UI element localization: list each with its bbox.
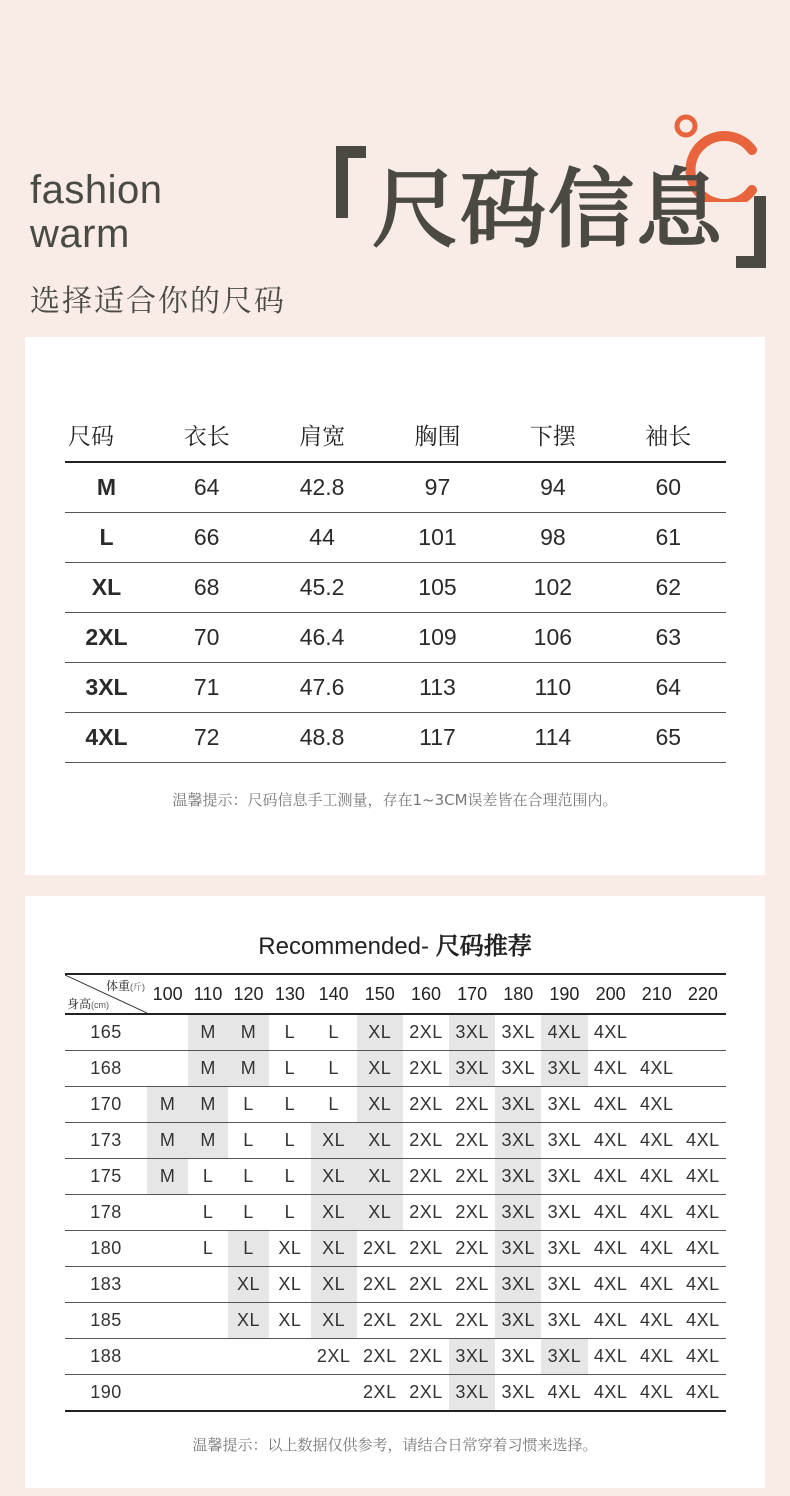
size-cell: 4XL bbox=[634, 1123, 680, 1159]
size-cell: M bbox=[147, 1159, 188, 1195]
size-cell: L bbox=[228, 1195, 269, 1231]
measure-cell: 64 bbox=[611, 663, 726, 713]
size-cell bbox=[228, 1375, 269, 1412]
size-cell bbox=[147, 1231, 188, 1267]
size-cell: 4XL bbox=[588, 1303, 634, 1339]
size-cell: 2XL bbox=[403, 1303, 449, 1339]
size-cell: 2XL bbox=[449, 1159, 495, 1195]
size-cell: 2XL bbox=[363, 1382, 397, 1402]
size-cell: L bbox=[269, 1195, 310, 1231]
size-cell: L bbox=[311, 1014, 357, 1051]
weight-header: 100 bbox=[147, 974, 188, 1014]
table-row bbox=[65, 513, 726, 563]
size-cell: 4XL bbox=[634, 1267, 680, 1303]
header bbox=[0, 0, 790, 330]
size-cell: L bbox=[228, 1087, 269, 1123]
size-cell: 2XL bbox=[311, 1339, 357, 1375]
size-cell: 3XL bbox=[541, 1267, 587, 1303]
size-cell: 4XL bbox=[680, 1303, 726, 1339]
size-cell: XL bbox=[357, 1087, 403, 1123]
size-cell: 3XL bbox=[449, 1339, 495, 1375]
size-cell bbox=[147, 1014, 188, 1051]
weight-header: 150 bbox=[357, 974, 403, 1014]
measure-cell: 109 bbox=[380, 613, 495, 663]
size-cell: XL bbox=[228, 1303, 269, 1339]
corner-height-label: 身高(cm) bbox=[67, 997, 110, 1011]
column-header: 下摆 bbox=[495, 407, 610, 462]
measure-cell: 60 bbox=[611, 462, 726, 513]
size-cell: XL bbox=[311, 1267, 357, 1303]
measure-cell: 98 bbox=[495, 513, 610, 563]
size-cell: L bbox=[311, 1051, 357, 1087]
size-cell: L bbox=[269, 1123, 310, 1159]
size-cell: L bbox=[269, 1087, 310, 1123]
size-cell: 3XL bbox=[495, 1339, 541, 1375]
table-row bbox=[65, 1375, 726, 1412]
height-cell: 165 bbox=[65, 1014, 147, 1051]
size-cell: 3XL bbox=[449, 1051, 495, 1087]
size-cell bbox=[188, 1267, 228, 1303]
size-cell: 4XL bbox=[634, 1051, 680, 1087]
measure-cell: 44 bbox=[264, 513, 379, 563]
size-cell: XL bbox=[357, 1123, 403, 1159]
weight-header: 190 bbox=[541, 974, 587, 1014]
column-header: 肩宽 bbox=[264, 407, 379, 462]
measure-cell: 64 bbox=[149, 462, 264, 513]
measure-cell: 102 bbox=[495, 563, 610, 613]
size-cell: XL bbox=[357, 1014, 403, 1051]
measure-cell: 70 bbox=[149, 613, 264, 663]
page-subtitle: 选择适合你的尺码 bbox=[30, 284, 286, 319]
size-cell bbox=[269, 1339, 310, 1375]
measure-cell: 106 bbox=[495, 613, 610, 663]
size-cell: 2XL bbox=[403, 1051, 449, 1087]
size-cell: L bbox=[188, 1231, 228, 1267]
size-cell: M bbox=[228, 1051, 269, 1087]
size-cell: XL bbox=[357, 1051, 403, 1087]
size-cell: 2XL bbox=[449, 1123, 495, 1159]
column-header: 胸围 bbox=[380, 407, 495, 462]
weight-header: 170 bbox=[449, 974, 495, 1014]
size-cell: 3XL bbox=[495, 1123, 541, 1159]
table-row bbox=[65, 1231, 726, 1267]
size-cell bbox=[147, 1303, 188, 1339]
measure-cell: 66 bbox=[149, 513, 264, 563]
size-cell: 4XL bbox=[588, 1267, 634, 1303]
size-cell: 4XL bbox=[65, 713, 149, 763]
size-cell: 4XL bbox=[634, 1087, 680, 1123]
size-cell: 3XL bbox=[65, 663, 149, 713]
size-cell: 2XL bbox=[449, 1267, 495, 1303]
size-cell: 3XL bbox=[495, 1087, 541, 1123]
measure-cell: 117 bbox=[380, 713, 495, 763]
size-cell: XL bbox=[269, 1267, 310, 1303]
size-cell: 3XL bbox=[541, 1123, 587, 1159]
size-cell: 4XL bbox=[588, 1159, 634, 1195]
size-cell: M bbox=[188, 1087, 228, 1123]
size-cell: 4XL bbox=[686, 1382, 720, 1402]
size-cell: 4XL bbox=[588, 1231, 634, 1267]
measure-cell: 48.8 bbox=[264, 713, 379, 763]
weight-header: 110 bbox=[188, 974, 228, 1014]
weight-header: 220 bbox=[680, 974, 726, 1014]
measure-cell: 46.4 bbox=[264, 613, 379, 663]
size-cell: XL bbox=[357, 1195, 403, 1231]
size-info-card bbox=[25, 337, 765, 875]
size-cell: M bbox=[188, 1051, 228, 1087]
measure-cell: 110 bbox=[495, 663, 610, 713]
weight-header: 160 bbox=[403, 974, 449, 1014]
size-cell: 4XL bbox=[634, 1231, 680, 1267]
size-cell: 4XL bbox=[680, 1267, 726, 1303]
size-cell: 2XL bbox=[357, 1339, 403, 1375]
size-cell: 3XL bbox=[495, 1051, 541, 1087]
size-cell: 4XL bbox=[680, 1123, 726, 1159]
table-row bbox=[65, 563, 726, 613]
table-row bbox=[65, 1267, 726, 1303]
size-info-table bbox=[65, 407, 726, 763]
page-title: 尺码信息 bbox=[372, 160, 724, 260]
measure-cell: 61 bbox=[611, 513, 726, 563]
size-cell: XL bbox=[311, 1303, 357, 1339]
size-cell: 4XL bbox=[593, 1382, 628, 1402]
size-cell: 2XL bbox=[449, 1303, 495, 1339]
size-cell: 3XL bbox=[495, 1303, 541, 1339]
measure-cell: 94 bbox=[495, 462, 610, 513]
size-cell: 3XL bbox=[541, 1159, 587, 1195]
size-cell bbox=[147, 1195, 188, 1231]
table-row bbox=[65, 1087, 726, 1123]
size-cell: 2XL bbox=[449, 1087, 495, 1123]
measure-cell: 97 bbox=[380, 462, 495, 513]
recommend-title-en: Recommended- bbox=[258, 933, 436, 960]
recommend-table-header bbox=[65, 974, 726, 1014]
size-cell bbox=[228, 1339, 269, 1375]
measure-cell: 71 bbox=[149, 663, 264, 713]
weight-header: 200 bbox=[588, 974, 634, 1014]
size-cell: XL bbox=[357, 1159, 403, 1195]
size-cell: 2XL bbox=[449, 1195, 495, 1231]
corner-cell bbox=[65, 974, 147, 1014]
right-bracket bbox=[736, 196, 766, 268]
size-cell: 2XL bbox=[403, 1014, 449, 1051]
table-row bbox=[65, 613, 726, 663]
size-cell: L bbox=[269, 1014, 310, 1051]
table-row bbox=[65, 713, 726, 763]
size-cell: 4XL bbox=[547, 1382, 582, 1402]
table-row bbox=[65, 1303, 726, 1339]
corner-weight-label: 体重(斤) bbox=[105, 979, 145, 993]
size-cell: 2XL bbox=[403, 1231, 449, 1267]
column-header: 衣长 bbox=[149, 407, 264, 462]
table-row bbox=[65, 1051, 726, 1087]
size-cell: L bbox=[188, 1159, 228, 1195]
size-cell: 4XL bbox=[634, 1195, 680, 1231]
height-cell: 190 bbox=[90, 1382, 122, 1402]
size-cell: XL bbox=[311, 1123, 357, 1159]
size-cell: 3XL bbox=[495, 1195, 541, 1231]
table-row bbox=[65, 663, 726, 713]
size-cell: 4XL bbox=[588, 1014, 634, 1051]
size-cell: 2XL bbox=[403, 1339, 449, 1375]
height-cell: 170 bbox=[65, 1087, 147, 1123]
measure-cell: 105 bbox=[380, 563, 495, 613]
recommend-table bbox=[65, 973, 726, 1412]
size-cell: 4XL bbox=[634, 1339, 680, 1375]
size-cell bbox=[188, 1375, 228, 1412]
table-row bbox=[65, 1123, 726, 1159]
size-cell: 2XL bbox=[403, 1159, 449, 1195]
size-cell: 4XL bbox=[588, 1051, 634, 1087]
recommend-title bbox=[25, 926, 765, 961]
measure-cell: 42.8 bbox=[264, 462, 379, 513]
size-cell: 2XL bbox=[403, 1195, 449, 1231]
size-cell: 3XL bbox=[541, 1195, 587, 1231]
height-cell: 168 bbox=[65, 1051, 147, 1087]
size-cell: 4XL bbox=[634, 1159, 680, 1195]
size-cell: 3XL bbox=[541, 1303, 587, 1339]
size-cell: 2XL bbox=[357, 1267, 403, 1303]
measure-cell: 45.2 bbox=[264, 563, 379, 613]
height-cell: 178 bbox=[65, 1195, 147, 1231]
size-cell: L bbox=[228, 1231, 269, 1267]
size-cell bbox=[269, 1375, 310, 1412]
column-header: 袖长 bbox=[611, 407, 726, 462]
measure-cell: 47.6 bbox=[264, 663, 379, 713]
size-cell: M bbox=[147, 1087, 188, 1123]
size-cell: 4XL bbox=[588, 1087, 634, 1123]
table-row bbox=[65, 1159, 726, 1195]
size-cell: M bbox=[65, 462, 149, 513]
table-row bbox=[65, 462, 726, 513]
size-cell: L bbox=[188, 1195, 228, 1231]
size-cell: 3XL bbox=[495, 1159, 541, 1195]
size-cell: 3XL bbox=[495, 1014, 541, 1051]
size-table-header bbox=[65, 407, 726, 462]
column-header: 尺码 bbox=[65, 407, 149, 462]
size-cell: L bbox=[311, 1087, 357, 1123]
size-cell: 4XL bbox=[588, 1195, 634, 1231]
size-cell: XL bbox=[269, 1231, 310, 1267]
size-cell: L bbox=[228, 1123, 269, 1159]
height-cell: 175 bbox=[65, 1159, 147, 1195]
weight-header: 180 bbox=[495, 974, 541, 1014]
size-cell bbox=[634, 1014, 680, 1051]
size-cell: 2XL bbox=[403, 1123, 449, 1159]
size-info-note: 温馨提示：尺码信息手工测量，存在1~3CM误差皆在合理范围内。 bbox=[172, 791, 618, 809]
weight-header: 140 bbox=[311, 974, 357, 1014]
tagline-line1: fashion bbox=[30, 168, 163, 212]
size-cell: 3XL bbox=[501, 1382, 536, 1402]
size-cell: M bbox=[188, 1014, 228, 1051]
measure-cell: 113 bbox=[380, 663, 495, 713]
measure-cell: 72 bbox=[149, 713, 264, 763]
size-cell bbox=[311, 1375, 357, 1412]
measure-cell: 68 bbox=[149, 563, 264, 613]
size-cell: XL bbox=[228, 1267, 269, 1303]
recommend-card bbox=[25, 896, 765, 1488]
size-cell: 4XL bbox=[541, 1014, 587, 1051]
measure-cell: 114 bbox=[495, 713, 610, 763]
size-cell: 3XL bbox=[495, 1267, 541, 1303]
recommend-title-cn: 尺码推荐 bbox=[435, 932, 532, 960]
size-cell bbox=[680, 1051, 726, 1087]
size-cell: 3XL bbox=[541, 1231, 587, 1267]
measure-cell: 62 bbox=[611, 563, 726, 613]
tagline-line2: warm bbox=[30, 212, 130, 256]
size-cell: L bbox=[228, 1159, 269, 1195]
recommend-note: 温馨提示：以上数据仅供参考，请结合日常穿着习惯来选择。 bbox=[192, 1436, 598, 1454]
size-cell: 4XL bbox=[680, 1339, 726, 1375]
size-cell bbox=[147, 1339, 188, 1375]
size-cell: 2XL bbox=[449, 1231, 495, 1267]
size-cell bbox=[147, 1375, 188, 1412]
size-cell: M bbox=[147, 1123, 188, 1159]
size-cell: 2XL bbox=[409, 1382, 443, 1402]
height-cell: 173 bbox=[65, 1123, 147, 1159]
size-cell: 2XL bbox=[403, 1087, 449, 1123]
size-cell: L bbox=[269, 1159, 310, 1195]
size-cell: 4XL bbox=[639, 1382, 674, 1402]
size-cell: 3XL bbox=[449, 1014, 495, 1051]
size-cell: 3XL bbox=[541, 1339, 587, 1375]
height-cell: 180 bbox=[65, 1231, 147, 1267]
weight-header: 120 bbox=[228, 974, 269, 1014]
left-bracket bbox=[336, 146, 366, 218]
height-cell: 183 bbox=[65, 1267, 147, 1303]
size-cell: 4XL bbox=[588, 1339, 634, 1375]
size-cell bbox=[188, 1339, 228, 1375]
size-cell: 3XL bbox=[541, 1087, 587, 1123]
height-cell: 185 bbox=[65, 1303, 147, 1339]
size-cell: L bbox=[269, 1051, 310, 1087]
size-cell: XL bbox=[269, 1303, 310, 1339]
table-row bbox=[65, 1014, 726, 1051]
size-cell bbox=[147, 1267, 188, 1303]
height-cell: 188 bbox=[65, 1339, 147, 1375]
size-cell: L bbox=[65, 513, 149, 563]
size-cell: 4XL bbox=[588, 1123, 634, 1159]
size-cell: 2XL bbox=[357, 1231, 403, 1267]
size-cell: XL bbox=[311, 1195, 357, 1231]
size-cell bbox=[188, 1303, 228, 1339]
size-cell: 2XL bbox=[403, 1267, 449, 1303]
size-cell bbox=[147, 1051, 188, 1087]
size-cell: 3XL bbox=[541, 1051, 587, 1087]
table-row bbox=[65, 1339, 726, 1375]
size-cell: 4XL bbox=[634, 1303, 680, 1339]
size-cell: 2XL bbox=[357, 1303, 403, 1339]
size-cell: 4XL bbox=[680, 1195, 726, 1231]
measure-cell: 65 bbox=[611, 713, 726, 763]
size-cell: M bbox=[228, 1014, 269, 1051]
size-cell bbox=[680, 1087, 726, 1123]
weight-header: 130 bbox=[269, 974, 310, 1014]
measure-cell: 101 bbox=[380, 513, 495, 563]
size-cell: M bbox=[188, 1123, 228, 1159]
size-cell: 3XL bbox=[495, 1231, 541, 1267]
size-cell: 4XL bbox=[680, 1231, 726, 1267]
measure-cell: 63 bbox=[611, 613, 726, 663]
size-cell: XL bbox=[311, 1159, 357, 1195]
table-row bbox=[65, 1195, 726, 1231]
size-cell bbox=[680, 1014, 726, 1051]
size-cell: XL bbox=[311, 1231, 357, 1267]
size-cell: XL bbox=[65, 563, 149, 613]
weight-header: 210 bbox=[634, 974, 680, 1014]
size-cell: 3XL bbox=[449, 1375, 495, 1412]
size-cell: 4XL bbox=[680, 1159, 726, 1195]
brand-tagline bbox=[30, 168, 162, 256]
size-cell: 2XL bbox=[65, 613, 149, 663]
